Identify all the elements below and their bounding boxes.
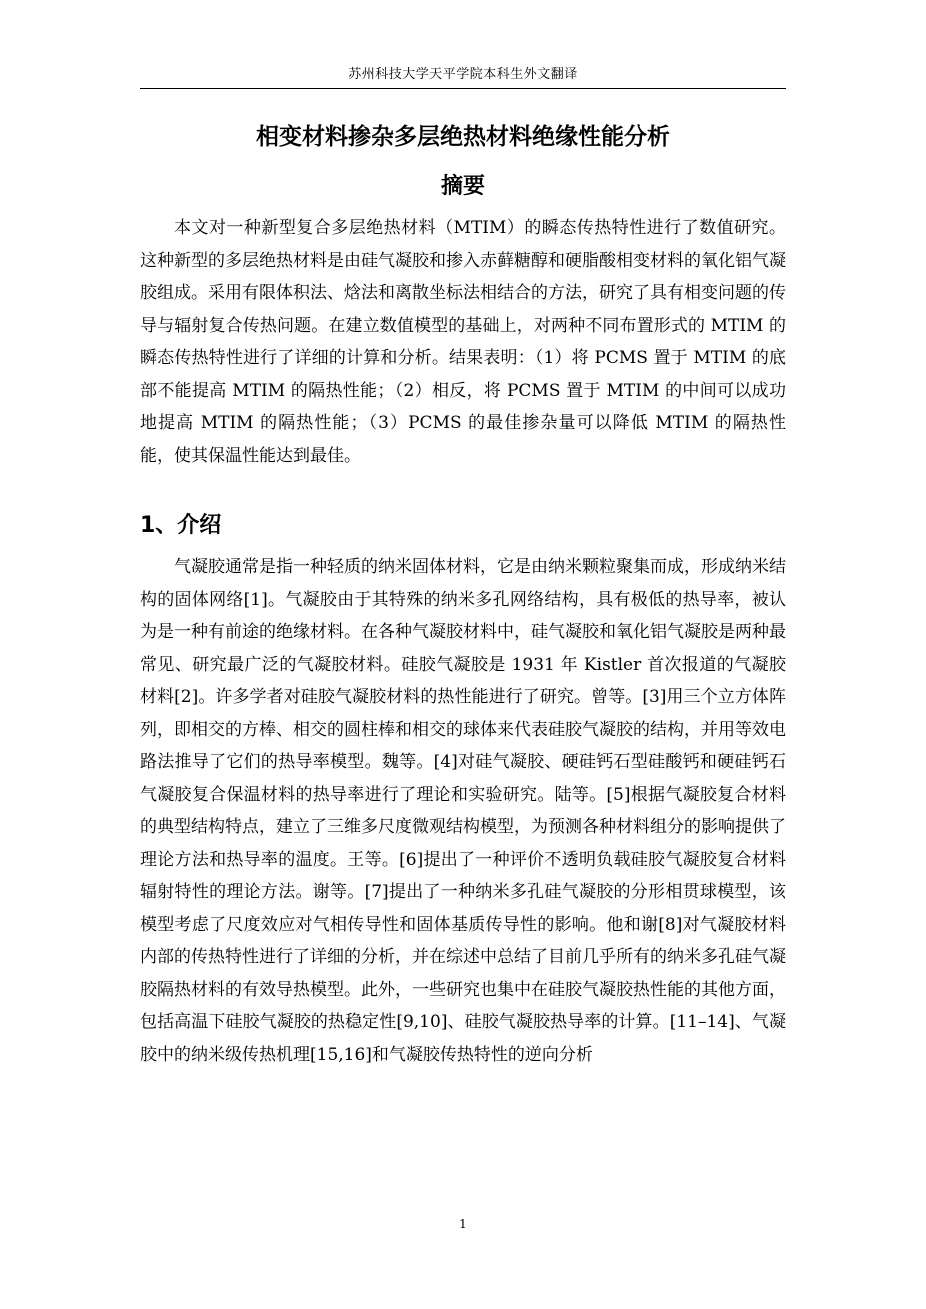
page-header: 苏州科技大学天平学院本科生外文翻译 [348,67,578,82]
header-divider [140,88,786,89]
abstract-heading: 摘要 [440,174,485,199]
introduction-paragraph: 气凝胶通常是指一种轻质的纳米固体材料，它是由纳米颗粒聚集而成，形成纳米结构的固体网络[1]。气凝胶由于其特殊的纳米多孔网络结构，具有极低的热导率，被认为是一种有前途的绝缘材料。在各种气凝胶材料中，硅气凝胶和氧化铝气凝胶是两种最常见、研究最广泛的气凝胶材料。硅胶气凝胶是 1931 年 Kistler 首次报道的气凝胶材料[2]。许多学者对硅胶气凝胶材料的热性能进行了研究。曾等。[3]用三个立方体阵列，即相交的方棒、相交的圆柱棒和相交的球体来代表硅胶气凝胶的结构，并用等效电路法推导了它们的热导率模型。魏等。[4]对硅气凝胶、硬硅钙石型硅酸钙和硬硅钙石气凝胶复合保温材料的热导率进行了理论和实验研究。陆等。[5]根据气凝胶复合材料的典型结构特点，建立了三维多尺度微观结构模型，为预测各种材料组分的影响提供了理论方法和热导率的温度。王等。[6]提出了一种评价不透明负载硅胶气凝胶复合材料辐射特性的理论方法。谢等。[7]提出了一种纳米多孔硅气凝胶的分形相贯球模型，该模型考虑了尺度效应对气相传导性和固体基质传导性的影响。他和谢[8]对气凝胶材料内部的传热特性进行了详细的分析，并在综述中总结了目前几乎所有的纳米多孔硅气凝胶隔热材料的有效导热模型。此外，一些研究也集中在硅胶气凝胶热性能的其他方面，包括高温下硅胶气凝胶的热稳定性[9,10]、硅胶气凝胶热导率的计算。[11–14]、气凝胶中的纳米级传热机理[15,16]和气凝胶传热特性的逆向分析 [140,557,786,1065]
section-heading-introduction: 1、介绍 [140,513,222,538]
document-title: 相变材料掺杂多层绝热材料绝缘性能分析 [256,124,670,150]
abstract-paragraph: 本文对一种新型复合多层绝热材料（MTIM）的瞬态传热特性进行了数值研究。这种新型的多层绝热材料是由硅气凝胶和掺入赤藓糖醇和硬脂酸相变材料的氧化铝气凝胶组成。采用有限体积法、焓法和离散坐标法相结合的方法，研究了具有相变问题的传导与辐射复合传热问题。在建立数值模型的基础上，对两种不同布置形式的 MTIM 的瞬态传热特性进行了详细的计算和分析。结果表明：（1）将 PCMS 置于 MTIM 的底部不能提高 MTIM 的隔热性能；（2）相反，将 PCMS 置于 MTIM 的中间可以成功地提高 MTIM 的隔热性能；（3）PCMS 的最佳掺杂量可以降低 MTIM 的隔热性能，使其保温性能达到最佳。 [140,218,786,466]
page-number: 1 [459,1217,467,1231]
